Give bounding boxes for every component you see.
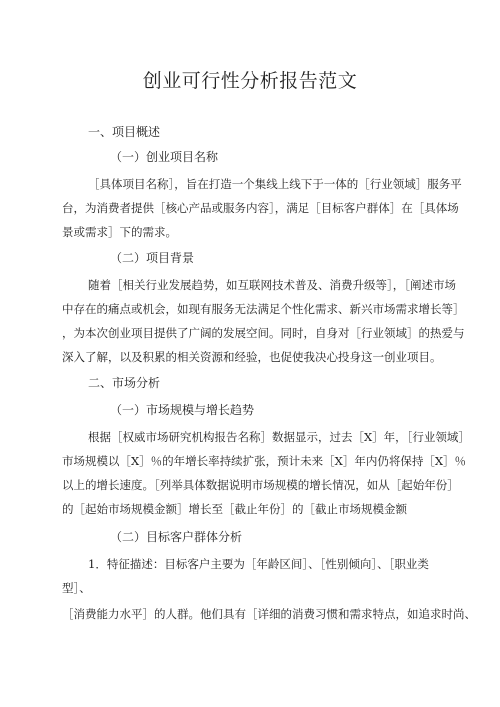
paragraph-line: 的［起始市场规模金额］增长至［截止年份］的［截止市场规模金额 [62,502,407,516]
paragraph-line: 景或需求］下的需求。 [62,225,177,239]
document-title: 创业可行性分析报告范文 [142,70,358,92]
paragraph-line: 中存在的痛点或机会，如现有服务无法满足个性化需求、新兴市场需求增长等］ [62,302,465,316]
paragraph-line: 1．特征描述：目标客户主要为［年龄区间］、［性别倾向］、［职业类 [88,557,429,571]
paragraph-line: 型］、 [62,581,91,595]
paragraph-line: 深入了解，以及积累的相关资源和经验，也促使我决心投身这一创业项目。 [62,350,442,364]
paragraph-line: 台，为消费者提供［核心产品或服务内容］，满足［目标客户群体］在［具体场 [62,201,459,215]
section-heading-overview: 一、项目概述 [88,125,161,139]
section-heading-market: 二、市场分析 [88,376,161,390]
subsection-heading-background: （二）项目背景 [110,251,195,265]
paragraph-line: ［具体项目名称］，旨在打造一个集线上线下于一体的［行业领域］服务平 [88,177,462,191]
paragraph-line: 市场规模以［X］％的年增长率持续扩张，预计未来［X］年内仍将保持［X］％ [62,454,467,468]
paragraph-line: 以上的增长速度。［列举具体数据说明市场规模的增长情况，如从［起始年份］ [62,478,459,492]
subsection-heading-project-name: （一）创业项目名称 [110,150,219,164]
subsection-heading-market-size: （一）市场规模与增长趋势 [110,403,255,417]
subsection-heading-target-customers: （二）目标客户群体分析 [110,530,243,544]
paragraph-line: ［消费能力水平］的人群。他们具有［详细的消费习惯和需求特点，如追求时尚、 [62,607,476,621]
paragraph-line: 根据［权威市场研究机构报告名称］数据显示，过去［X］年，［行业领域］ [88,430,470,444]
paragraph-line: ，为本次创业项目提供了广阔的发展空间。同时，自身对［行业领域］的热爱与 [62,326,465,340]
paragraph-line: 随着［相关行业发展趋势，如互联网技术普及、消费升级等］，［阐述市场 [88,278,456,292]
